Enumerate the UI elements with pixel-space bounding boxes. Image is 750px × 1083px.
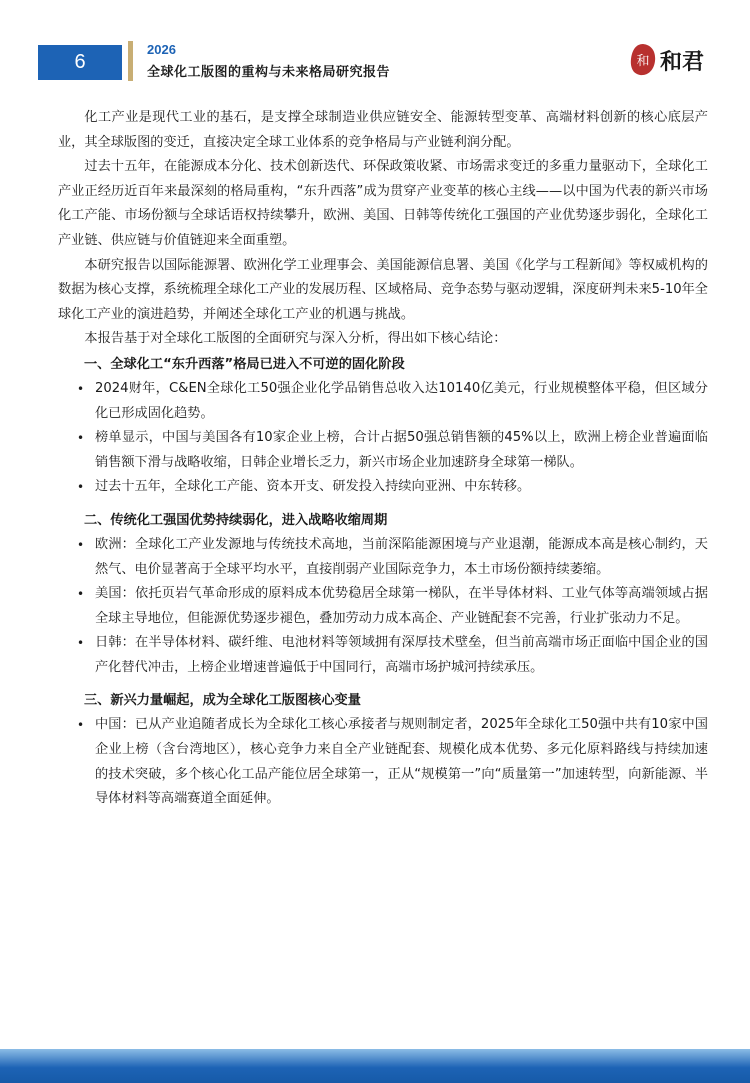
- seal-char: 和: [636, 54, 650, 69]
- report-title: 全球化工版图的重构与未来格局研究报告: [147, 65, 391, 80]
- list-item-text: 2024财年，C&EN全球化工50强企业化学品销售总收入达10140亿美元，行业规模整体平稳，但区域分化已形成固化趋势。: [95, 380, 708, 421]
- brand-logo: [628, 42, 728, 78]
- list-item: [77, 631, 708, 680]
- section-heading-1: 一、全球化工“东升西落”格局已进入不可逆的固化阶段: [84, 356, 405, 372]
- bullet-icon: •: [77, 587, 85, 602]
- list-item-text: 过去十五年，全球化工产能、资本开支、研发投入持续向亚洲、中东转移。: [95, 479, 531, 495]
- report-body: [58, 106, 708, 812]
- bullet-icon: •: [77, 537, 85, 552]
- intro-paragraph: 本报告基于对全球化工版图的全面研究与深入分析，得出如下核心结论：: [84, 331, 507, 347]
- footer-bar: [0, 1049, 750, 1083]
- section-2-list: [58, 533, 708, 681]
- logo-text: 和君: [660, 48, 705, 75]
- list-item-text: 中国：已从产业追随者成长为全球化工核心承接者与规则制定者，2025年全球化工50强中共有10家中国企业上榜（含台湾地区），核心竞争力来自全产业链配套、规模化成本优势、多元化原料路线与持续加速的技术突破，多个核心化工品产能位居全球第一，正从“规模第一”向“质量第一”加速转型，向新能源、半导体材料等高端赛道全面延伸。: [95, 717, 708, 807]
- list-item-text: 榜单显示，中国与美国各有10家企业上榜，合计占据50强总销售额的45%以上，欧洲上榜企业普遍面临销售额下滑与战略收缩，日韩企业增长乏力，新兴市场企业加速跻身全球第一梯队。: [95, 430, 708, 470]
- section-1-list: [58, 377, 708, 500]
- bullet-icon: •: [77, 718, 85, 733]
- intro-paragraph: 本研究报告以国际能源署、欧洲化学工业理事会、美国能源信息署、美国《化学与工程新闻》等权威机构的数据为核心支撑，系统梳理全球化工产业的发展历程、区域格局、竞争态势与驱动逻辑，深度研判未来5-10年全球化工产业的演进趋势，并阐述全球化工产业的机遇与挑战。: [58, 257, 708, 322]
- list-item-text: 欧洲：全球化工产业发源地与传统技术高地，当前深陷能源困境与产业退潮，能源成本高是核心制约，天然气、电价显著高于全球平均水平，直接削弱产业国际竞争力，本土市场份额持续萎缩。: [95, 536, 708, 577]
- section-3-list: [58, 713, 708, 811]
- list-item: [77, 713, 708, 811]
- section-heading-2: 二、传统化工强国优势持续弱化，进入战略收缩周期: [84, 512, 388, 528]
- list-item: [77, 475, 708, 500]
- intro-paragraph: 过去十五年，在能源成本分化、技术创新迭代、环保政策收紧、市场需求变迁的多重力量驱动下，全球化工产业正经历近百年来最深刻的格局重构，“东升西落”成为贯穿产业变革的核心主线——以中国为代表的新兴市场化工产能、市场份额与全球话语权持续攀升，欧洲、美国、日韩等传统化工强国的产业优势逐步弱化，全球化工产业链、供应链与价值链迎来全面重塑。: [58, 159, 708, 248]
- list-item: [77, 533, 708, 582]
- bullet-icon: •: [77, 381, 85, 396]
- intro-paragraph: 化工产业是现代工业的基石，是支撑全球制造业供应链安全、能源转型变革、高端材料创新的核心底层产业，其全球版图的变迁，直接决定全球工业体系的竞争格局与产业链利润分配。: [58, 110, 708, 150]
- list-item: [77, 582, 708, 631]
- seal-icon: [628, 42, 658, 78]
- list-item: [77, 426, 708, 475]
- header-divider: [128, 41, 133, 81]
- page-number: 6: [38, 45, 122, 80]
- bullet-icon: •: [77, 480, 85, 495]
- list-item-text: 日韩：在半导体材料、碳纤维、电池材料等领域拥有深厚技术壁垒，但当前高端市场正面临中国企业的国产化替代冲击，上榜企业增速普遍低于中国同行，高端市场护城河持续承压。: [95, 635, 708, 675]
- section-heading-3: 三、新兴力量崛起，成为全球化工版图核心变量: [84, 693, 361, 709]
- report-year: 2026: [147, 42, 176, 57]
- list-item-text: 美国：依托页岩气革命形成的原料成本优势稳居全球第一梯队，在半导体材料、工业气体等高端领域占据全球主导地位，但能源优势逐步褪色，叠加劳动力成本高企、产业链配套不完善，行业扩张动力不足。: [95, 586, 708, 626]
- bullet-icon: •: [77, 431, 85, 446]
- bullet-icon: •: [77, 636, 85, 651]
- list-item: [77, 377, 708, 426]
